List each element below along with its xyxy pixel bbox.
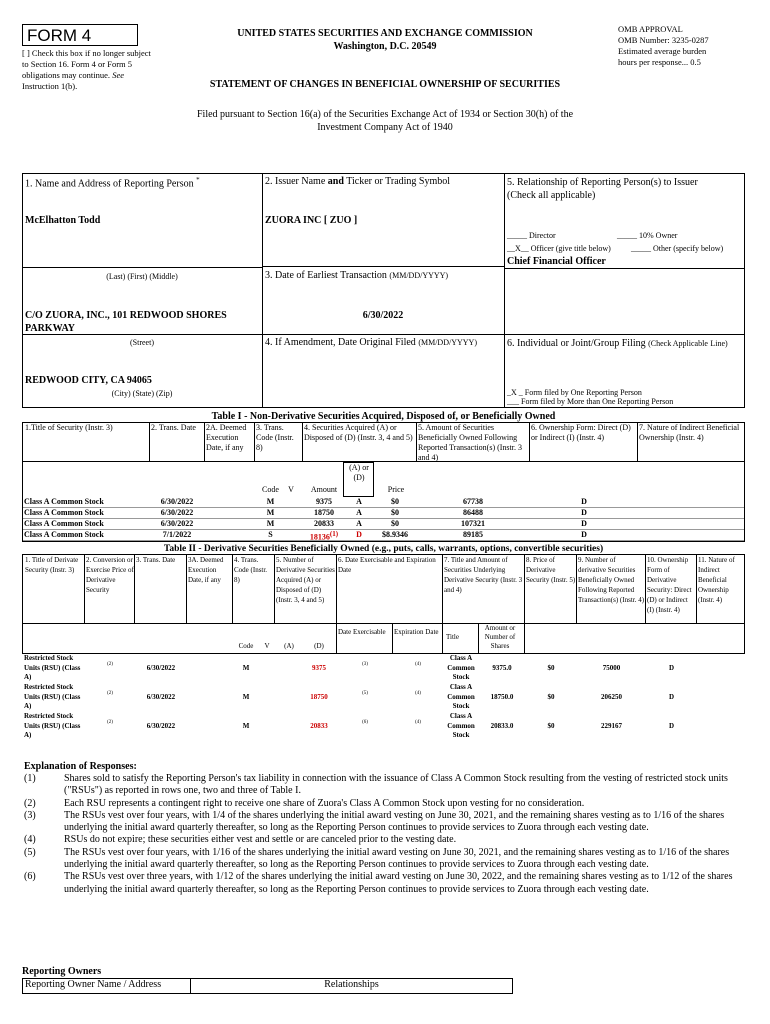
t2-row-form: D bbox=[668, 693, 675, 701]
t1-row-price: $0 bbox=[391, 519, 399, 528]
explanation-number: (6) bbox=[24, 871, 36, 883]
more-reporting-persons-option[interactable]: ___ Form filed by More than One Reporting Person bbox=[507, 397, 674, 406]
explanation-item bbox=[24, 834, 746, 846]
t2-row-exp-footnote[interactable]: (4) bbox=[415, 662, 421, 667]
box5-label bbox=[507, 176, 743, 202]
t1-row-code: S bbox=[268, 530, 273, 539]
other-option[interactable]: _____ Other (specify below) bbox=[631, 244, 724, 253]
explanation-number: (4) bbox=[24, 834, 36, 846]
t2-row-utitle: Class A Common Stock bbox=[447, 654, 475, 681]
t1-row-owned: 67738 bbox=[463, 497, 483, 506]
t1-h4: 4. Securities Acquired (A) or Disposed of (D) (Instr. 3, 4 and 5) bbox=[304, 423, 413, 442]
t2-row-price: $0 bbox=[547, 664, 555, 672]
t2-row-code: M bbox=[242, 693, 250, 701]
t2-row-exer-footnote[interactable]: (3) bbox=[362, 662, 368, 667]
box2-label-post: Ticker or Trading Symbol bbox=[346, 176, 451, 187]
t2-h7: 7. Title and Amount of Securities Underlying Derivative Security (Instr. 3 and 4) bbox=[444, 556, 523, 594]
box3-format: (MM/DD/YYYY) bbox=[389, 271, 449, 280]
t2-row-d: 20833 bbox=[310, 722, 328, 730]
t1-h3: 3. Trans. Code (Instr. 8) bbox=[256, 423, 294, 452]
t1-sub-code: Code bbox=[262, 485, 279, 494]
t1-row-code: M bbox=[266, 519, 275, 528]
t2-sub-code: Code bbox=[238, 642, 254, 650]
t2-sub-a: (A) bbox=[284, 642, 294, 650]
t2-h10: 10. Ownership Form of Derivative Security: Direct (D) or Indirect (I) (Instr. 4) bbox=[647, 556, 692, 614]
t2-row-d: 9375 bbox=[312, 664, 326, 672]
officer-option[interactable]: __X__ Officer (give title below) bbox=[507, 244, 611, 253]
t2-row-code: M bbox=[242, 664, 250, 672]
explanation-number: (5) bbox=[24, 846, 36, 858]
filed-pursuant-line-2: Investment Company Act of 1940 bbox=[317, 122, 453, 133]
t2-sub-v: V bbox=[264, 642, 270, 650]
box1-label-text: 1. Name and Address of Reporting Person bbox=[25, 178, 194, 190]
t2-row-exp-footnote[interactable]: (4) bbox=[415, 720, 421, 725]
t2-row-exer-footnote[interactable]: (5) bbox=[362, 691, 368, 696]
t1-row-aord: A bbox=[356, 497, 362, 506]
explanation-text: The RSUs vest over four years, with 1/4 of the shares underlying the initial award vesting on June 30, 2021, and the remaining shares vesting as to 1/16 of the shares underlying the initial award quarterly thereafter, so long as the Reporting Person continues to provide services to Zuora through each vesting date. bbox=[64, 809, 725, 834]
t1-row-price: $8.9346 bbox=[382, 530, 408, 539]
t1-row-form: D bbox=[581, 497, 587, 506]
box1-label bbox=[25, 176, 200, 189]
box3-label-text: 3. Date of Earliest Transaction bbox=[265, 270, 387, 281]
box3-label bbox=[265, 270, 448, 281]
explanation-item bbox=[24, 871, 746, 896]
box6-label-text: 6. Individual or Joint/Group Filing bbox=[507, 338, 646, 349]
t2-row-exer-footnote[interactable]: (6) bbox=[362, 720, 368, 725]
explanation-number: (1) bbox=[24, 773, 36, 784]
see-label: See bbox=[112, 70, 124, 80]
one-reporting-person-option[interactable]: _X _ Form filed by One Reporting Person bbox=[507, 388, 642, 397]
owners-col1: Reporting Owner Name / Address bbox=[25, 979, 162, 990]
t2-sub-amount: Amount or Number of Shares bbox=[484, 624, 516, 650]
t2-row-title: Restricted Stock Units (RSU) (Class A) bbox=[24, 683, 81, 710]
t1-row-owned: 107321 bbox=[461, 519, 485, 528]
agency-city: Washington, D.C. 20549 bbox=[333, 41, 437, 52]
table1-title: Table I - Non-Derivative Securities Acquired, Disposed of, or Beneficially Owned bbox=[211, 411, 556, 422]
explanation-text: The RSUs vest over four years, with 1/16 of the shares underlying the initial award vesting on June 30, 2021, and the remaining shares vesting as to 1/16 of the shares underlying the initial award quarterly thereafter, so long as the Reporting Person continues to provide services to Zuora through each vesting date. bbox=[64, 846, 730, 871]
box2-label bbox=[265, 176, 450, 187]
t1-h5: 5. Amount of Securities Beneficially Owned Following Reported Transaction(s) (Instr. 3 and 4) bbox=[418, 423, 522, 462]
t2-row-form: D bbox=[668, 664, 675, 672]
explanation-text: The RSUs vest over three years, with 1/12 of the shares underlying the initial award vesting on June 30, 2022, and the remaining shares vesting as to 1/12 of the shares underlying the initial award quarterly thereafter, so long as the Reporting Person continues to provide services to Zuora through each vesting date. bbox=[64, 871, 733, 895]
box4-label bbox=[265, 337, 477, 348]
t1-row-price: $0 bbox=[391, 508, 399, 517]
director-option[interactable]: _____ Director bbox=[507, 231, 556, 240]
t2-row-date: 6/30/2022 bbox=[146, 722, 176, 730]
reporting-person-city: REDWOOD CITY, CA 94065 bbox=[25, 375, 152, 386]
box6-hint2: Line) bbox=[710, 339, 728, 348]
t2-row-conv-footnote[interactable]: (2) bbox=[107, 691, 113, 696]
explanation-item bbox=[24, 810, 746, 835]
t2-row-price: $0 bbox=[547, 693, 555, 701]
t2-row-owned: 206250 bbox=[601, 693, 622, 701]
box5-label-text: 5. Relationship of Reporting Person(s) to Issuer bbox=[507, 177, 698, 188]
t2-row-utitle: Class A Common Stock bbox=[447, 683, 475, 710]
explanation-text: Shares sold to satisfy the Reporting Person's tax liability in connection with the issuance of Class A Common Stock resulting from the vesting of restricted stock units ("RSUs") as reported in rows one, two and three of Table I. bbox=[64, 773, 728, 797]
t1-row-amount-value: 20833 bbox=[314, 519, 334, 528]
omb-number: OMB Number: 3235-0287 bbox=[618, 35, 709, 45]
box2-label-pre: 2. Issuer Name bbox=[265, 176, 326, 187]
reporting-person-name: McElhatton Todd bbox=[25, 215, 101, 226]
t2-row-form: D bbox=[668, 722, 675, 730]
t2-h3a: 3A. Deemed Execution Date, if any bbox=[188, 556, 224, 584]
t1-row-date: 6/30/2022 bbox=[160, 508, 194, 517]
form-title: FORM 4 bbox=[27, 26, 92, 45]
t2-h1: 1. Title of Derivate Security (Instr. 3) bbox=[25, 556, 79, 574]
table2-title-text: Table II - Derivative Securities Beneficially Owned (e.g., puts, calls, warrants, options, convertible securities) bbox=[163, 544, 604, 554]
instruction-text: Instruction 1(b). bbox=[22, 81, 78, 91]
no-longer-subject-checkbox[interactable] bbox=[22, 48, 152, 92]
explanation-item bbox=[24, 847, 746, 872]
check-box-text: [ ] Check this box if no longer subject to Section 16. Form 4 or Form 5 obligations may continue. bbox=[22, 48, 151, 80]
t2-row-owned: 75000 bbox=[602, 664, 621, 672]
box1-star: * bbox=[196, 176, 200, 184]
t1-row-title: Class A Common Stock bbox=[24, 497, 104, 506]
t1-row-date: 6/30/2022 bbox=[160, 497, 194, 506]
explanation-title: Explanation of Responses: bbox=[24, 761, 137, 772]
t2-h5: 5. Number of Derivative Securities Acquired (A) or Disposed of (D) (Instr. 3, 4 and 5) bbox=[276, 556, 335, 604]
explanation-list bbox=[24, 773, 746, 896]
name-parts-label: (Last) (First) (Middle) bbox=[106, 272, 178, 281]
t1-h1: 1.Title of Security (Instr. 3) bbox=[25, 423, 113, 432]
filed-pursuant bbox=[120, 108, 650, 134]
t1-row-aord: A bbox=[356, 508, 362, 517]
t1-sub-amount: Amount bbox=[310, 485, 338, 494]
explanation-text: RSUs do not expire; these securities either vest and settle or are canceled prior to the vesting date. bbox=[64, 834, 457, 846]
agency-name: UNITED STATES SECURITIES AND EXCHANGE COMMISSION bbox=[237, 28, 533, 39]
ten-pct-owner-option[interactable]: _____ 10% Owner bbox=[617, 231, 678, 240]
t1-row-title: Class A Common Stock bbox=[24, 530, 104, 539]
t1-sub-v: V bbox=[288, 485, 294, 494]
t2-row-date: 6/30/2022 bbox=[146, 693, 176, 701]
explanation-number: (3) bbox=[24, 809, 36, 821]
reporting-owners-title: Reporting Owners bbox=[22, 966, 102, 977]
t2-h4: 4. Trans. Code (Instr. 8) bbox=[234, 556, 268, 584]
box6-label bbox=[507, 337, 743, 350]
box4-label-text: 4. If Amendment, Date Original Filed bbox=[265, 337, 416, 348]
t1-row-owned: 89185 bbox=[463, 530, 483, 539]
t2-h6: 6. Date Exercisable and Expiration Date bbox=[338, 556, 436, 574]
box5-sub: (Check all applicable) bbox=[507, 190, 596, 201]
reporting-person-street: C/O ZUORA, INC., 101 REDWOOD SHORES PARKWAY bbox=[25, 310, 227, 334]
t1-row-code: M bbox=[266, 508, 275, 517]
t2-h2: 2. Conversion or Exercise Price of Derivative Security bbox=[86, 556, 134, 594]
t2-h11: 11. Nature of Indirect Beneficial Ownership (Instr. 4) bbox=[698, 556, 735, 604]
table2-title bbox=[22, 544, 745, 554]
city-label: (City) (State) (Zip) bbox=[111, 389, 173, 398]
t2-row-conv-footnote[interactable]: (2) bbox=[107, 720, 113, 725]
t1-row-footnote[interactable]: (1) bbox=[329, 530, 339, 538]
t2-row-owned: 229167 bbox=[601, 722, 622, 730]
street-label: (Street) bbox=[130, 338, 154, 347]
t2-sub-d: (D) bbox=[314, 642, 324, 650]
t2-row-date: 6/30/2022 bbox=[146, 664, 176, 672]
t1-row-title: Class A Common Stock bbox=[24, 519, 104, 528]
t2-sub-title: Title bbox=[446, 633, 459, 641]
t1-row-code: M bbox=[266, 497, 275, 506]
t2-h9: 9. Number of derivative Securities Beneficially Owned Following Reported Transaction(s) (Instr. 4) bbox=[578, 556, 645, 604]
t1-h6: 6. Ownership Form: Direct (D) or Indirect (I) (Instr. 4) bbox=[531, 423, 631, 442]
t2-row-uamount: 18750.0 bbox=[490, 693, 514, 701]
t1-row-amount-value: 18136 bbox=[309, 532, 330, 542]
t1-row-form: D bbox=[581, 519, 587, 528]
explanation-number: (2) bbox=[24, 797, 36, 809]
explanation-text: Each RSU represents a contingent right to receive one share of Zuora's Class A Common Stock upon vesting for no consideration. bbox=[64, 797, 585, 809]
box2-label-and: and bbox=[327, 176, 344, 187]
t2-row-uamount: 20833.0 bbox=[490, 722, 514, 730]
box6-hint: (Check Applicable bbox=[648, 339, 708, 348]
omb-burden: Estimated average burden bbox=[618, 46, 707, 56]
statement-title: STATEMENT OF CHANGES IN BENEFICIAL OWNERSHIP OF SECURITIES bbox=[209, 79, 561, 90]
t2-row-title: Restricted Stock Units (RSU) (Class A) bbox=[24, 712, 81, 739]
t2-row-uamount: 9375.0 bbox=[492, 664, 512, 672]
issuer-name: ZUORA INC [ ZUO ] bbox=[265, 215, 358, 226]
box4-format: (MM/DD/YYYY) bbox=[418, 338, 477, 347]
t1-row-date: 6/30/2022 bbox=[160, 519, 194, 528]
t1-row-owned: 86488 bbox=[463, 508, 483, 517]
t1-row-form: D bbox=[581, 530, 587, 539]
t1-aord: (A) or (D) bbox=[349, 463, 369, 482]
t1-row-price: $0 bbox=[391, 497, 399, 506]
omb-approval-title: OMB APPROVAL bbox=[618, 24, 683, 34]
omb-approval bbox=[618, 24, 768, 68]
explanation-item bbox=[24, 773, 746, 798]
form-title-box bbox=[22, 24, 138, 46]
owners-col2: Relationships bbox=[324, 979, 379, 990]
explanation-item bbox=[24, 798, 746, 810]
t2-row-d: 18750 bbox=[310, 693, 328, 701]
t2-row-utitle: Class A Common Stock bbox=[447, 712, 475, 739]
t1-h2a: 2A. Deemed Execution Date, if any bbox=[206, 423, 247, 452]
t1-row-date: 7/1/2022 bbox=[162, 530, 192, 539]
t1-row-form: D bbox=[581, 508, 587, 517]
t1-h2: 2. Trans. Date bbox=[151, 423, 196, 432]
filed-pursuant-line-1: Filed pursuant to Section 16(a) of the Securities Exchange Act of 1934 or Section 30(h) of the bbox=[196, 109, 574, 120]
t1-sub-price: Price bbox=[387, 485, 405, 494]
t2-row-title: Restricted Stock Units (RSU) (Class A) bbox=[24, 654, 81, 681]
omb-hours: hours per response... 0.5 bbox=[618, 57, 701, 67]
t2-row-exp-footnote[interactable]: (4) bbox=[415, 691, 421, 696]
t2-row-price: $0 bbox=[547, 722, 555, 730]
t1-row-title: Class A Common Stock bbox=[24, 508, 104, 517]
t2-h3: 3. Trans. Date bbox=[136, 556, 176, 564]
t1-row-amount-value: 18750 bbox=[314, 508, 334, 517]
t2-h8: 8. Price of Derivative Security (Instr. 5) bbox=[526, 556, 576, 584]
t1-row-aord: D bbox=[356, 530, 362, 539]
t1-h7: 7. Nature of Indirect Beneficial Ownership (Instr. 4) bbox=[639, 423, 740, 442]
t2-sub-expiration: Expiration Date bbox=[394, 628, 439, 636]
t2-sub-exercisable: Date Exercisable bbox=[338, 628, 386, 636]
t2-row-conv-footnote[interactable]: (2) bbox=[107, 662, 113, 667]
t2-row-code: M bbox=[242, 722, 250, 730]
reporting-info-grid bbox=[22, 173, 745, 408]
t1-row-aord: A bbox=[356, 519, 362, 528]
earliest-transaction-date: 6/30/2022 bbox=[362, 310, 404, 321]
officer-title: Chief Financial Officer bbox=[507, 256, 606, 267]
t1-row-amount-value: 9375 bbox=[316, 497, 332, 506]
